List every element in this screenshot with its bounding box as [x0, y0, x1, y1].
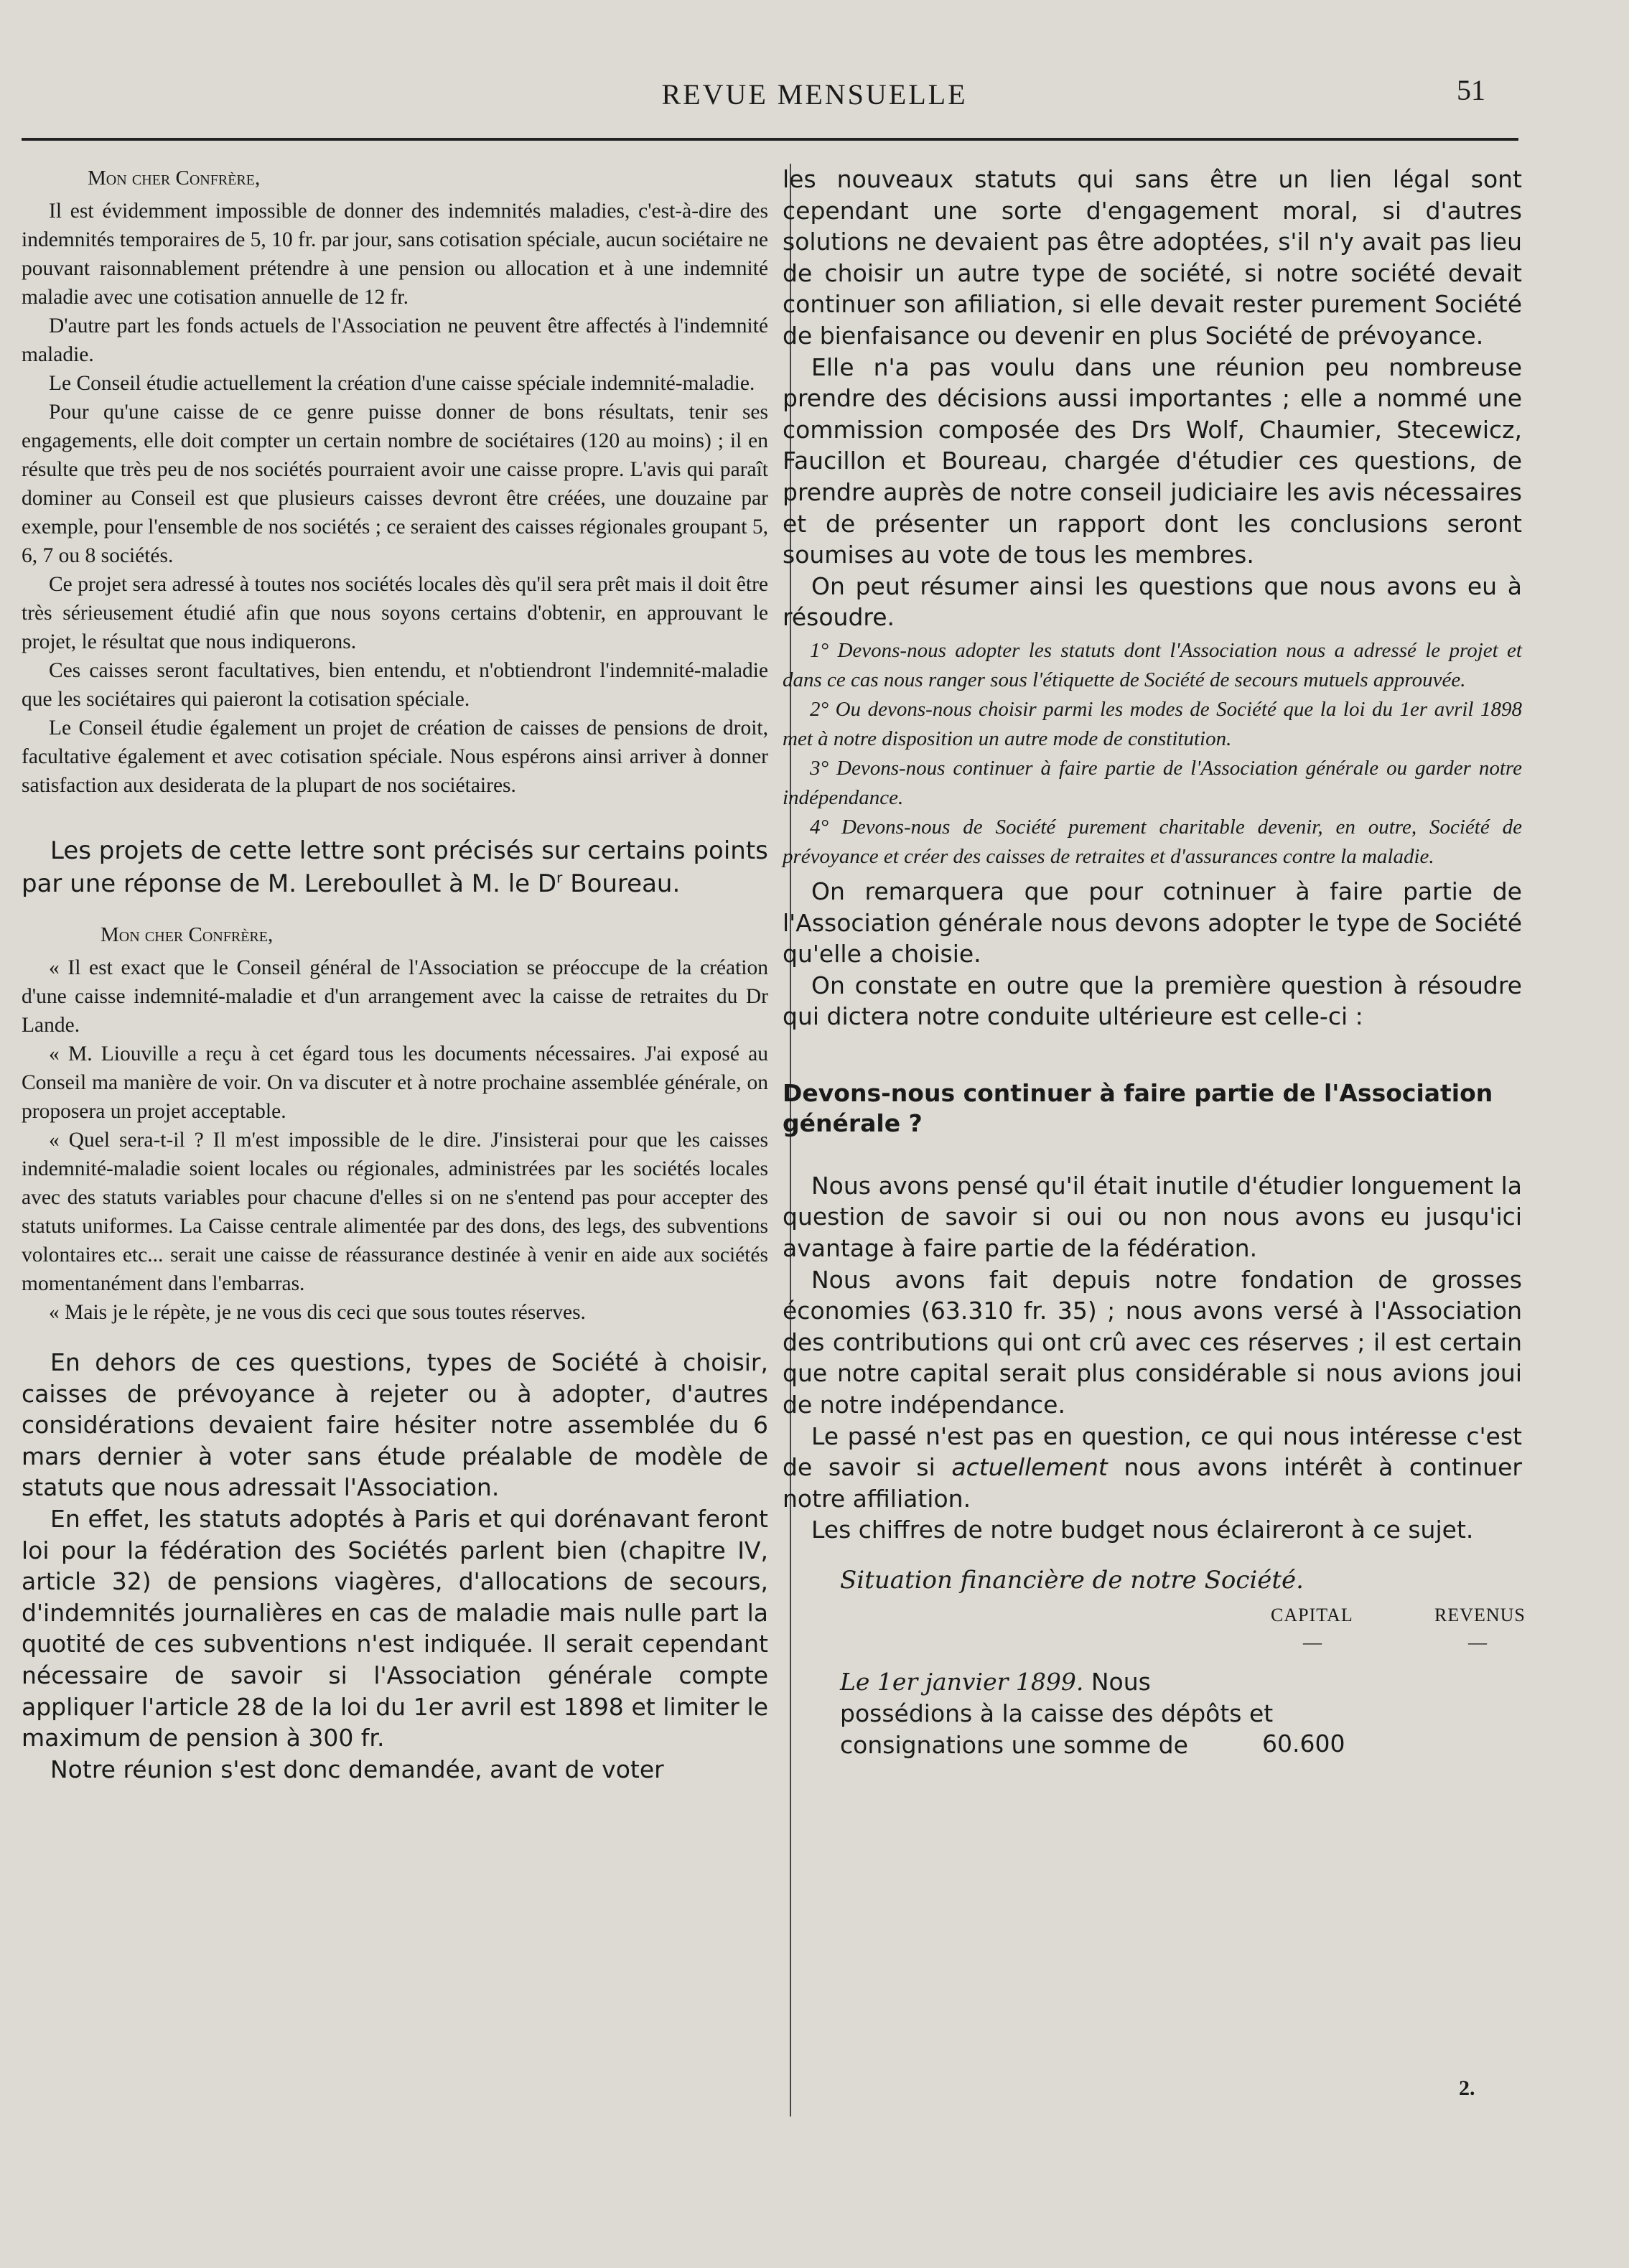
section-heading: Devons-nous continuer à faire partie de l'Association générale ? [783, 1078, 1493, 1137]
paragraph: les nouveaux statuts qui sans être un lien légal sont cependant une sorte d'engagement moral, si d'autres solutions ne devaient pas être adoptées, s'il n'y avait pas lieu de choisir un autre type de société, si notre société devait continuer son afiliation, si elle devait rester purement Société de bienfaisance ou devenir en plus Société de prévoyance. [783, 165, 1522, 350]
running-header: REVUE MENSUELLE [661, 78, 968, 111]
revenus-dash: — [1468, 1632, 1488, 1653]
paragraph: Le Conseil étudie actuellement la création d'une caisse spéciale indemnité-maladie. [49, 372, 755, 395]
intro-paragraph: Les projets de cette lettre sont précisés sur certains points par une réponse de M. Lereboullet à M. le $D^r$ Boureau. [22, 836, 768, 898]
paragraph: En effet, les statuts adoptés à Paris et qui dorénavant feront loi pour la fédération des Sociétés parlent bien (chapitre IV, article 32) de pensions viagères, d'allocations de secours, d'indemnités journalières en cas de maladie mais nulle part la quotité de ces subventions n'est indiquée. Il serait cependant nécessaire de savoir si l'Association générale compte appliquer l'article 28 de la loi du 1er avril est 1898 et limiter le maximum de pension à 300 fr. [22, 1504, 768, 1753]
letter-one [22, 197, 768, 800]
paragraph: « M. Liouville a reçu à cet égard tous les documents nécessaires. J'ai exposé au Conseil ma manière de voir. On va discuter et à notre prochaine assemblée générale, on proposera un projet acceptable. [22, 1042, 768, 1123]
paragraph: On remarquera que pour cotninuer à faire partie de l'Association générale nous devons adopter le type de Société qu'elle a choisie. [783, 877, 1522, 969]
left-column [22, 164, 768, 1785]
salutation: Mon cher Confrère, [101, 923, 274, 946]
paragraph: « Quel sera-t-il ? Il m'est impossible de le dire. J'insisterai pour que les caisses indemnité-maladie soient locales ou régionales, administrées par les sociétés locales avec des statuts variables pour chacune d'elles si on ne s'entend pas pour accepter des statuts uniformes. La Caisse centrale alimentée par des dons, des legs, des subventions volontaires etc... serait une caisse de réassurance destinée à venir en aide aux sociétés momentanément dans l'embarras. [22, 1129, 768, 1295]
paragraph: Elle n'a pas voulu dans une réunion peu nombreuse prendre des décisions aussi importantes ; elle a nommé une commission composée des Drs Wolf, Chaumier, Stecewicz, Faucillon et Boureau, chargée d'étudier ces questions, de prendre auprès de notre conseil judiciaire les avis nécessaires et de présenter un rapport dont les conclusions seront soumises au vote de tous les membres. [783, 353, 1522, 569]
right-column [783, 164, 1526, 1767]
paragraph: En dehors de ces questions, types de Société à choisir, caisses de prévoyance à rejeter ou à adopter, d'autres considérations devaient faire hésiter notre assemblée du 6 mars dernier à voter sans étude préalable de modèle de statuts que nous adressait l'Association. [22, 1348, 768, 1502]
finance-row-description: Le 1er janvier 1899. Nous possédions à la caisse des dépôts et consignations une somme de [840, 1668, 1274, 1759]
page-number: 51 [1457, 74, 1485, 106]
right-body [783, 1170, 1522, 1546]
finance-title: Situation financière de notre Société. [840, 1566, 1304, 1595]
paragraph: Nous avons fait depuis notre fondation de grosses économies (63.310 fr. 35) ; nous avons versé à l'Association des contributions qui ont crû avec ces réserves ; il est certain que notre capital serait plus considérable si nous avions joui de notre indépendance. [783, 1265, 1522, 1419]
paragraph: On constate en outre que la première question à résoudre qui dictera notre conduite ultérieure est celle-ci : [783, 971, 1522, 1031]
capital-header: CAPITAL [1271, 1605, 1353, 1625]
paragraph: Pour qu'une caisse de ce genre puisse donner de bons résultats, tenir ses engagements, elle doit compter un certain nombre de sociétaires (120 au moins) ; il en résulte que très peu de nos sociétés pourraient avoir une caisse propre. L'avis qui paraît dominer au Conseil est que plusieurs caisses devront être créées, une douzaine par exemple, pour l'ensemble de nos sociétés ; ce seraient des caisses régionales groupant 5, 6, 7 ou 8 sociétés. [22, 401, 768, 567]
signature-mark: 2. [1459, 2076, 1475, 2100]
paragraph: Ce projet sera adressé à toutes nos sociétés locales dès qu'il sera prêt mais il doit être très sérieusement étudié afin que nous soyons certains d'obtenir, en approuvant le projet, le résultat que nous indiquerons. [22, 573, 768, 653]
revenus-header: REVENUS [1434, 1605, 1526, 1625]
paragraph: On peut résumer ainsi les questions que nous avons eu à résoudre. [783, 571, 1522, 632]
finance-row-capital: 60.600 [1262, 1730, 1345, 1758]
paragraph: Il est évidemment impossible de donner des indemnités maladies, c'est-à-dire des indemnités temporaires de 5, 10 fr. par jour, sans cotisation spéciale, aucun sociétaire ne pouvant raisonnablement prétendre à une pension ou allocation et à une indemnité maladie avec une cotisation annuelle de 12 fr. [22, 200, 768, 309]
left-body [22, 1347, 768, 1785]
finance-column-headers [783, 1595, 1526, 1653]
paragraph: Le passé n'est pas en question, ce qui nous intéresse c'est de savoir si actuellement nous avons intérêt à continuer notre affiliation. [783, 1422, 1522, 1513]
right-intro [783, 164, 1522, 633]
question-item: 2° Ou devons-nous choisir parmi les modes de Société que la loi du 1er avril 1898 met à notre disposition un autre mode de constitution. [783, 697, 1522, 750]
paragraph: Ces caisses seront facultatives, bien entendu, et n'obtiendront l'indemnité-maladie que les sociétaires qui paieront la cotisation spéciale. [22, 659, 768, 711]
salutation: Mon cher Confrère, [88, 167, 261, 190]
right-remarks [783, 876, 1522, 1032]
paragraph: « Il est exact que le Conseil général de l'Association se préoccupe de la création d'une caisse indemnité-maladie et d'un arrangement avec la caisse de retraites du Dr Lande. [22, 956, 768, 1037]
paragraph: D'autre part les fonds actuels de l'Association ne peuvent être affectés à l'indemnité maladie. [22, 314, 768, 366]
paragraph: Les chiffres de notre budget nous éclaireront à ce sujet. [811, 1516, 1474, 1544]
paragraph: Nous avons pensé qu'il était inutile d'étudier longuement la question de savoir si oui ou non nous avons eu jusqu'ici avantage à faire partie de la fédération. [783, 1171, 1522, 1263]
question-item: 1° Devons-nous adopter les statuts dont l'Association nous a adressé le projet et dans ce cas nous ranger sous l'étiquette de Société de secours mutuels approuvée. [783, 638, 1522, 691]
letter-two [22, 953, 768, 1327]
finance-row [783, 1652, 1522, 1767]
paragraph: Le Conseil étudie également un projet de création de caisses de pensions de droit, facultative également et avec cotisation spéciale. Nous espérons ainsi arriver à donner satisfaction aux desiderata de la plupart de nos sociétaires. [22, 717, 768, 797]
header-rule [22, 138, 1518, 141]
capital-dash: — [1303, 1632, 1322, 1653]
questions-list [783, 633, 1522, 876]
question-item: 3° Devons-nous continuer à faire partie de l'Association générale ou garder notre indépendance. [783, 756, 1522, 809]
paragraph: « Mais je le répète, je ne vous dis ceci que sous toutes réserves. [49, 1301, 586, 1324]
question-item: 4° Devons-nous de Société purement charitable devenir, en outre, Société de prévoyance et créer des caisses de retraites et d'assurances contre la maladie. [783, 815, 1522, 868]
paragraph: Notre réunion s'est donc demandée, avant de voter [50, 1755, 664, 1783]
